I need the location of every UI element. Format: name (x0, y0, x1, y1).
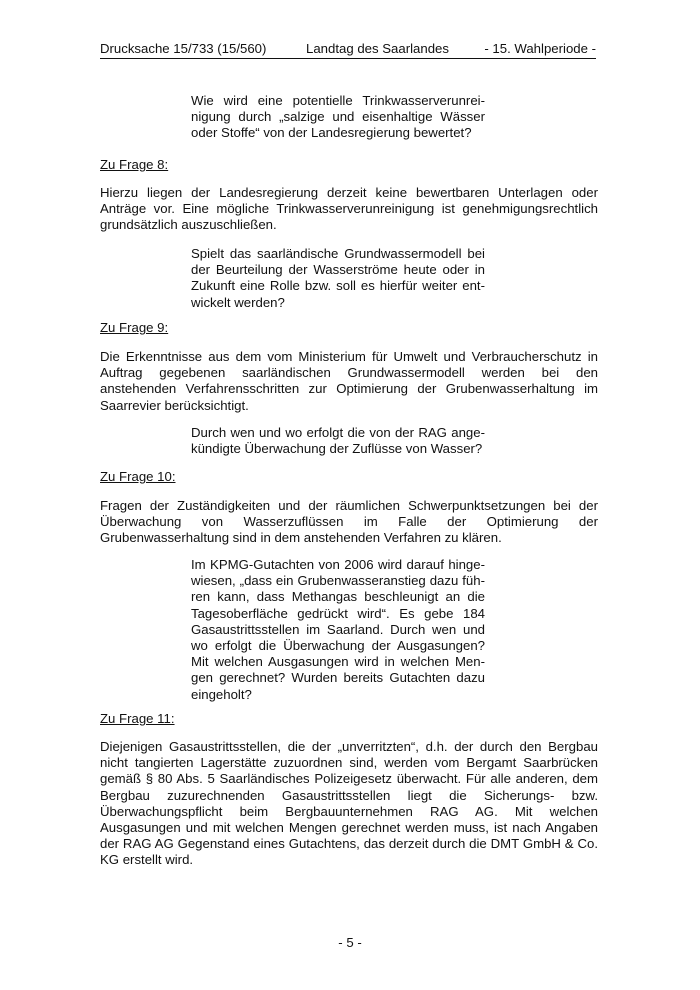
question-10: Durch wen und wo erfolgt die von der RAG angekündigte Überwachung der Zuflüsse von Wasser? (191, 425, 485, 457)
wahlperiode: - 15. Wahlperiode - (484, 41, 596, 56)
page-header (100, 41, 596, 59)
heading-frage-11: Zu Frage 11: (100, 711, 175, 726)
heading-frage-8: Zu Frage 8: (100, 157, 169, 172)
drucksache-number: Drucksache 15/733 (15/560) (100, 41, 267, 56)
landtag-name: Landtag des Saarlandes (306, 41, 449, 56)
heading-frage-10: Zu Frage 10: (100, 469, 176, 484)
answer-8: Hierzu liegen der Landesregierung derzeit keine bewertbaren Unterlagen oder Anträge vor. Eine mögliche Trinkwasserverunreinigung ist genehmigungsrechtlich grundsätzlich auszuschließen. (100, 185, 598, 233)
answer-10: Fragen der Zuständigkeiten und der räumlichen Schwerpunktsetzungen bei der Überwachung von Wasserzuflüssen im Falle der Optimierung der Grubenwasserhaltung sind in dem anstehenden Verfahren zu klären. (100, 498, 598, 546)
page-number: - 5 - (338, 935, 362, 950)
question-9: Spielt das saarländische Grundwassermodell bei der Beurteilung der Wasserströme heute oder in Zukunft eine Rolle bzw. soll es hierfür weiter entwickelt werden? (191, 246, 485, 310)
answer-9: Die Erkenntnisse aus dem vom Ministerium für Umwelt und Verbraucherschutz in Auftrag gegebenen saarländischen Grundwassermodell werden bei den anstehenden Verfahrensschritten zur Optimierung der Grubenwasserhaltung im Saarrevier berücksichtigt. (100, 349, 598, 413)
question-11: Im KPMG-Gutachten von 2006 wird darauf hingewiesen, „dass ein Grubenwasseranstieg dazu führen kann, dass Methangas beschleunigt an die Tagesoberfläche gedrückt wird“. Es gebe 184 Gasaustrittsstellen im Saarland. Durch wen und wo erfolgt die Überwachung der Ausgasungen? Mit welchen Ausgasungen wird in welchen Mengen gerechnet? Wurden bereits Gutachten dazu eingeholt? (191, 557, 485, 702)
question-8: Wie wird eine potentielle Trinkwasserverunreinigung durch „salzige und eisenhaltige Wässer oder Stoffe“ von der Landesregierung bewertet? (191, 93, 485, 141)
heading-frage-9: Zu Frage 9: (100, 320, 169, 335)
answer-11: Diejenigen Gasaustrittsstellen, die der „unverritzten“, d.h. der durch den Bergbau nicht tangierten Lagerstätte zuzuordnen sind, werden vom Bergamt Saarbrücken gemäß § 80 Abs. 5 Saarländisches Polizeigesetz überwacht. Für alle anderen, dem Bergbau zuzurechnenden Gasaustrittsstellen liegt die Sicherungs- bzw. Überwachungspflicht beim Bergbauunternehmen RAG AG. Mit welchen Ausgasungen und mit welchen Mengen gerechnet werden muss, ist nach Angaben der RAG AG Gegenstand eines Gutachtens, das derzeit durch die DMT GmbH & Co. KG erstellt wird. (100, 739, 598, 868)
